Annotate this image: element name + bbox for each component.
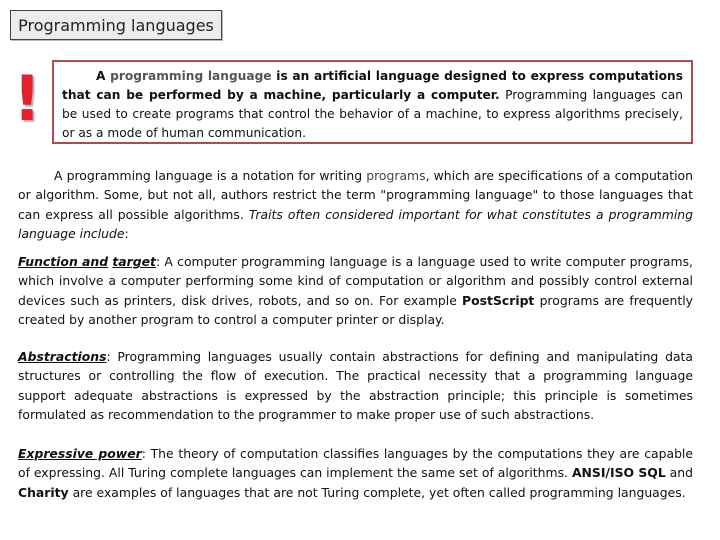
expressive-mid: and bbox=[665, 465, 693, 481]
expressive-power-paragraph bbox=[18, 444, 693, 502]
abstractions-paragraph bbox=[18, 347, 693, 425]
postscript-term: PostScript bbox=[462, 292, 535, 308]
expressive-body: : The theory of computation classifies languages by the computations they are capable of expressing. All Turing complete languages can implement the same set of algorithms. bbox=[18, 446, 693, 481]
intro-text-1: A programming language is a notation for writing bbox=[54, 168, 367, 183]
function-tail: programs are frequently created by another program to control a computer printer or display. bbox=[18, 292, 693, 328]
target-heading: target bbox=[112, 254, 156, 269]
function-target-paragraph bbox=[18, 252, 693, 330]
function-body: : A computer programming language is a language used to write computer programs, which involve a computer performing some kind of computation or algorithm and possibly control external devices such as printers, disk drives, robots, and so on. For example bbox=[18, 254, 693, 308]
intro-link-programs: programs bbox=[366, 168, 426, 183]
expressive-heading: Expressive power bbox=[18, 446, 142, 461]
abstractions-body: : Programming languages usually contain abstractions for defining and manipulating data structures or controlling the flow of execution. The practical necessity that a programming language support adequate abstractions is expressed by the abstraction principle; this principle is sometimes formulated as recommendation to the programmer to make proper use of such abstractions. bbox=[18, 349, 693, 423]
expressive-tail: are examples of languages that are not Turing complete, yet often called programming languages. bbox=[68, 484, 686, 500]
and-heading: and bbox=[82, 254, 109, 269]
slide-title-text: Programming languages bbox=[18, 15, 214, 35]
intro-text-2: , which are specifications of a computation or algorithm. Some, but not all, authors restrict the term "programming language" to those languages that can express all possible algorithms. bbox=[18, 168, 693, 222]
intro-end: : bbox=[124, 226, 129, 242]
callout-text: Programming languages can be used to create programs that control the behavior of a machine, to express algorithms precisely, or as a mode of human communication. bbox=[62, 88, 683, 140]
definition-callout bbox=[52, 60, 693, 144]
exclamation-icon: ! bbox=[13, 62, 42, 135]
abstractions-heading: Abstractions bbox=[18, 349, 107, 364]
intro-paragraph bbox=[18, 166, 693, 244]
slide-title bbox=[10, 10, 222, 40]
charity-term: Charity bbox=[18, 484, 69, 500]
sql-term: ANSI/ISO SQL bbox=[571, 465, 666, 481]
intro-italic: Traits often considered important for what constitutes a programming language include bbox=[18, 206, 693, 242]
function-heading: Function bbox=[18, 254, 78, 269]
callout-term: programming language bbox=[110, 69, 272, 83]
callout-bold-text: is an artificial language designed to express computations that can be performed by a machine, particularly a computer. bbox=[62, 69, 683, 102]
callout-prefix: A bbox=[96, 69, 111, 83]
